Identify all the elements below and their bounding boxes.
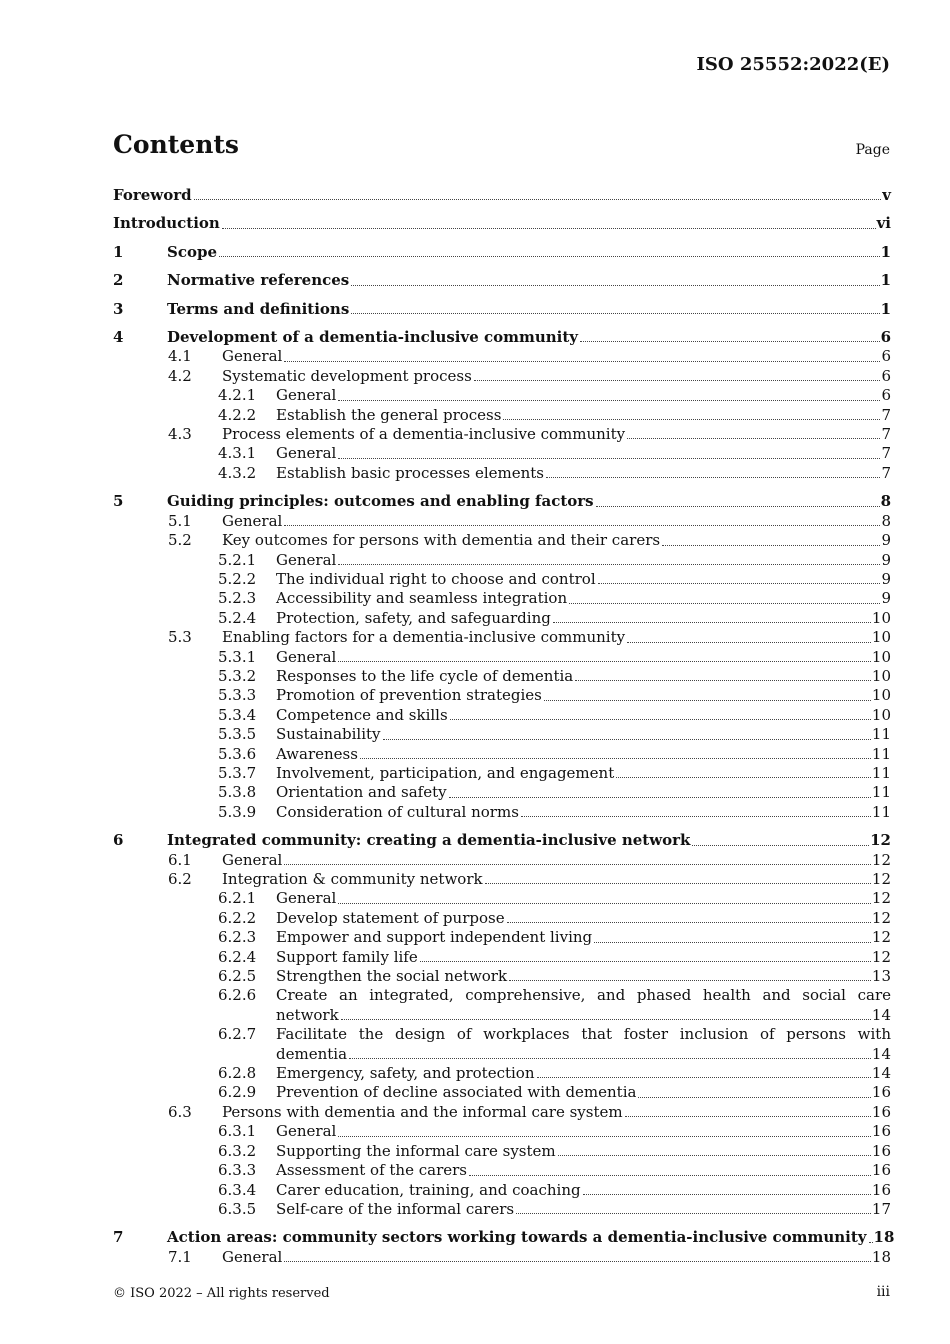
toc-entry[interactable] [113,406,891,425]
toc-entry-title: Key outcomes for persons with dementia and their carers [222,531,661,550]
toc-entry-page: 1 [880,242,891,261]
toc-entry-number: 6.2.2 [218,908,257,927]
toc-entry-page: 16 [871,1102,891,1121]
toc-entry-page: 1 [880,299,891,318]
toc-entry-page: 16 [871,1161,891,1180]
toc-entry-title: Empower and support independent living [276,928,593,947]
toc-entry-title: Support family life [276,947,418,966]
toc-entry-page: 6 [881,386,891,405]
toc-entry-page: 16 [871,1180,891,1199]
toc-entry[interactable] [113,851,891,870]
toc-entry-page: 7 [881,425,891,444]
toc-entry-number: 4.1 [168,347,192,366]
toc-entry-number: 5.2.3 [218,589,257,608]
toc-entry[interactable] [113,1248,891,1267]
toc-entry-page: 9 [881,589,891,608]
toc-entry-title: Normative references [167,271,350,290]
contents-heading: Contents [113,130,240,159]
toc-entry-number: 5.3.7 [218,763,257,782]
toc-entry-page: 8 [881,511,891,530]
toc-entry-title: Development of a dementia-inclusive community [167,328,579,347]
toc-entry-number: 5.3.9 [218,802,257,821]
toc-entry-number: 6.3.3 [218,1161,257,1180]
toc-entry[interactable] [113,1142,891,1161]
toc-entry[interactable] [113,909,891,928]
toc-entry-page: 7 [881,463,891,482]
dot-leader [553,622,871,623]
dot-leader [474,380,881,381]
toc-entry-title: Integrated community: creating a dementia-inclusive network [167,831,691,850]
toc-entry-number: 5.2 [168,531,192,550]
toc-entry-title: Orientation and safety [276,783,447,802]
dot-leader [594,942,871,943]
toc-entry[interactable] [113,1103,891,1122]
toc-entry-number: 5.3.2 [218,666,257,685]
toc-entry-number: 4.2.1 [218,386,257,405]
toc-entry-page: 14 [871,1044,891,1063]
dot-leader [583,1194,871,1195]
toc-entry-page: 11 [871,744,891,763]
dot-leader [284,525,880,526]
toc-entry-number: 6.3.4 [218,1180,257,1199]
dot-leader [450,719,871,720]
toc-entry-title: Create an integrated, comprehensive, and phased health and social care [276,986,891,1005]
toc-entry[interactable] [113,667,891,686]
toc-entry-page: 18 [873,1228,895,1247]
dot-leader [338,458,880,459]
toc-entry[interactable] [113,870,891,889]
toc-entry[interactable] [113,425,891,444]
toc-entry-page: 12 [871,870,891,888]
toc-entry-page: 7 [881,444,891,463]
dot-leader [420,961,871,962]
toc-entry-number: 4.2 [168,366,192,385]
toc-entry-title: Process elements of a dementia-inclusive community [222,425,626,444]
toc-entry-number: 4.3.1 [218,444,257,463]
toc-entry-title: Promotion of prevention strategies [276,686,542,705]
toc-entry[interactable] [113,948,891,967]
toc-entry[interactable] [113,492,891,511]
toc-entry-page: 16 [871,1083,891,1102]
dot-leader [521,816,871,817]
toc-entry-title: Scope [167,242,218,261]
toc-entry[interactable] [113,803,891,822]
dot-leader [338,661,871,662]
toc-entry-page: v [882,186,891,204]
toc-entry-number: 6.2 [168,870,192,888]
toc-entry-page: 11 [871,783,891,802]
toc-entry-title: Action areas: community sectors working towards a dementia-inclusive community [167,1228,867,1247]
dot-leader [338,1136,871,1137]
toc-entry-number: 5.3.5 [218,725,257,744]
toc-entry-page: 6 [881,366,891,385]
toc-entry-number: 5.2.4 [218,608,257,627]
toc-entry-title: Self-care of the informal carers [276,1199,515,1218]
toc-entry-title: General [222,1247,283,1266]
toc-entry[interactable] [113,464,891,483]
toc-entry[interactable] [113,328,891,347]
toc-entry-page: 9 [881,569,891,588]
toc-entry-page: 10 [871,647,891,666]
toc-entry[interactable] [113,300,891,319]
toc-entry-page: 10 [871,628,891,647]
toc-entry-page: 12 [871,889,891,908]
toc-entry-title: Establish the general process [276,405,502,424]
toc-entry-title: Consideration of cultural norms [276,802,519,821]
dot-leader [485,883,871,884]
toc-entry-title: General [222,511,283,530]
toc-entry[interactable] [113,967,891,986]
dot-leader [575,680,871,681]
toc-entry-page: 18 [871,1247,891,1266]
dot-leader [580,341,880,342]
toc-entry-number: 1 [113,242,124,261]
dot-leader [219,256,880,257]
toc-entry-page: 14 [871,1005,891,1024]
toc-entry[interactable] [113,831,891,850]
toc-entry-page: 11 [871,725,891,744]
toc-entry-page: 16 [871,1141,891,1160]
document-id: ISO 25552:2022(E) [696,54,890,75]
toc-entry-number: 5.2.1 [218,550,257,569]
toc-entry[interactable] [113,686,891,705]
toc-entry[interactable] [113,745,891,764]
toc-entry-number: 5.3 [168,628,192,647]
toc-entry[interactable] [113,271,891,290]
toc-entry-title: Terms and definitions [167,299,350,318]
toc-entry[interactable] [113,186,891,205]
toc-entry[interactable] [113,1025,891,1064]
dot-leader [351,285,879,286]
toc-entry[interactable] [113,764,891,783]
toc-entry[interactable] [113,347,891,366]
toc-entry-page: 11 [871,763,891,782]
dot-leader [284,864,871,865]
toc-entry-page: 10 [871,608,891,627]
toc-entry[interactable] [113,628,891,647]
toc-entry-page: 12 [871,947,891,966]
toc-entry-page: 16 [871,1122,891,1141]
dot-leader [596,506,880,507]
toc-entry[interactable] [113,1228,895,1247]
toc-entry[interactable] [113,706,891,725]
toc-entry-page: 12 [871,850,891,869]
toc-entry-title: Sustainability [276,725,381,744]
toc-entry-page: 11 [871,802,891,821]
toc-entry[interactable] [113,1161,891,1180]
toc-entry-title: General [276,386,337,405]
toc-entry-number: 4.2.2 [218,405,257,424]
dot-leader [341,1019,871,1020]
toc-entry-title: General [222,347,283,366]
toc-entry-number: 6.3.1 [218,1122,257,1141]
toc-entry-number: 6.2.7 [218,1025,257,1044]
toc-entry-title: Accessibility and seamless integration [276,589,568,608]
toc-entry[interactable] [113,243,891,262]
dot-leader [507,922,871,923]
toc-entry[interactable] [113,648,891,667]
toc-entry[interactable] [113,1122,891,1141]
toc-entry[interactable] [113,609,891,628]
toc-entry-number: 6.2.9 [218,1083,257,1102]
toc-entry-number: 5.3.6 [218,744,257,763]
toc-entry-page: 12 [871,908,891,927]
dot-leader [222,228,876,229]
toc-entry[interactable] [113,889,891,908]
toc-entry-title: Involvement, participation, and engagement [276,763,615,782]
toc-entry-title: Protection, safety, and safeguarding [276,608,551,627]
toc-entry-number: 2 [113,271,124,290]
toc-entry-title: Prevention of decline associated with dementia [276,1083,637,1102]
toc-entry-number: 5.3.8 [218,783,257,802]
toc-entry-title: Persons with dementia and the informal care system [222,1102,623,1121]
toc-entry-number: 5.1 [168,511,192,530]
dot-leader [544,700,871,701]
toc-entry-page: 10 [871,686,891,705]
dot-leader [338,400,880,401]
dot-leader [662,545,880,546]
dot-leader [284,1261,871,1262]
toc-entry-number: 5.3.4 [218,705,257,724]
toc-entry-number: 6.2.4 [218,947,257,966]
toc-entry-page: 12 [870,831,891,850]
toc-entry-title: Systematic development process [222,366,472,385]
toc-entry[interactable] [113,928,891,947]
toc-entry[interactable] [113,367,891,386]
toc-entry-page: 7 [881,405,891,424]
toc-entry-title: The individual right to choose and control [276,569,596,588]
dot-leader [598,583,881,584]
toc-entry-page: vi [876,214,891,233]
toc-entry-number: 6.2.1 [218,889,257,908]
toc-entry[interactable] [113,214,891,233]
page-column-label: Page [855,142,890,158]
toc-entry-number: 6.2.3 [218,928,257,947]
toc-entry-page: 13 [871,967,891,986]
toc-entry-number: 6 [113,831,124,850]
toc-entry[interactable] [113,512,891,531]
toc-entry-number: 5.3.3 [218,686,257,705]
dot-leader [360,758,871,759]
toc-entry-title: General [276,1122,337,1141]
toc-entry-page: 14 [871,1064,891,1083]
toc-entry-number: 7.1 [168,1247,192,1266]
toc-entry-title: Facilitate the design of workplaces that foster inclusion of persons with [276,1025,891,1044]
toc-entry-number: 5.2.2 [218,569,257,588]
toc-entry[interactable] [113,1200,891,1219]
dot-leader [284,361,880,362]
toc-entry-title: Introduction [113,214,220,233]
toc-entry-number: 4.3 [168,425,192,444]
toc-entry-number: 3 [113,299,124,318]
dot-leader [546,477,880,478]
toc-entry-title: General [276,444,337,463]
toc-entry-title: Competence and skills [276,705,448,724]
toc-entry-page: 10 [871,666,891,685]
dot-leader [509,980,871,981]
toc-entry[interactable] [113,589,891,608]
dot-leader [351,313,879,314]
toc-entry-page: 17 [871,1199,891,1218]
dot-leader [338,903,871,904]
dot-leader [627,438,880,439]
toc-entry-title: Establish basic processes elements [276,463,545,482]
toc-entry[interactable] [113,986,891,1025]
dot-leader [869,1242,873,1243]
toc-entry-page: 8 [880,492,891,511]
toc-entry-title: Supporting the informal care system [276,1141,556,1160]
toc-entry-title: Emergency, safety, and protection [276,1064,535,1083]
toc-entry-title: Guiding principles: outcomes and enabling factors [167,492,594,511]
toc-entry-number: 5 [113,492,124,511]
toc-entry-title: Integration & community network [222,870,483,888]
toc-entry-title: General [276,647,337,666]
toc-entry-number: 6.1 [168,850,192,869]
toc-entry[interactable] [113,551,891,570]
table-of-contents [113,186,895,1267]
toc-entry-number: 6.3.5 [218,1199,257,1218]
dot-leader [516,1213,871,1214]
toc-entry-title: General [276,889,337,908]
dot-leader [469,1175,871,1176]
toc-entry[interactable] [113,444,891,463]
toc-entry-number: 7 [113,1228,124,1247]
toc-entry-title: Awareness [276,744,358,763]
dot-leader [569,603,880,604]
toc-entry[interactable] [113,783,891,802]
toc-entry-number: 6.2.6 [218,986,257,1005]
dot-leader [625,1116,871,1117]
dot-leader [449,797,871,798]
toc-entry-number: 6.3 [168,1102,192,1121]
toc-entry-page: 9 [881,550,891,569]
toc-entry-number: 6.2.8 [218,1064,257,1083]
dot-leader [383,739,871,740]
dot-leader [349,1058,871,1059]
toc-entry-number: 4 [113,328,124,347]
dot-leader [616,777,871,778]
toc-entry-title: General [222,850,283,869]
dot-leader [558,1155,871,1156]
toc-entry-title: Responses to the life cycle of dementia [276,666,574,685]
toc-entry-number: 4.3.2 [218,463,257,482]
toc-entry-title: Develop statement of purpose [276,908,505,927]
dot-leader [638,1097,870,1098]
dot-leader [338,564,880,565]
toc-entry[interactable] [113,570,891,589]
toc-entry-title: dementia [276,1044,348,1063]
toc-entry-title: Foreword [113,186,192,204]
toc-entry-page: 1 [880,271,891,290]
toc-entry-page: 12 [871,928,891,947]
toc-entry-page: 6 [881,347,891,366]
toc-entry[interactable] [113,1181,891,1200]
toc-entry-title: Assessment of the carers [276,1161,468,1180]
toc-entry-page: 9 [881,531,891,550]
dot-leader [503,419,880,420]
toc-entry[interactable] [113,531,891,550]
page-number: iii [876,1284,890,1300]
dot-leader [537,1077,871,1078]
toc-entry-page: 6 [880,328,891,347]
dot-leader [627,642,871,643]
toc-entry-title: network [276,1005,339,1024]
toc-entry-page: 10 [871,705,891,724]
toc-entry-title: Carer education, training, and coaching [276,1180,581,1199]
toc-entry-title: Enabling factors for a dementia-inclusive community [222,628,626,647]
toc-entry-number: 6.3.2 [218,1141,257,1160]
toc-entry[interactable] [113,1083,891,1102]
toc-entry-number: 5.3.1 [218,647,257,666]
dot-leader [194,199,882,200]
toc-entry[interactable] [113,725,891,744]
toc-entry-number: 6.2.5 [218,967,257,986]
dot-leader [692,845,869,846]
toc-entry-title: General [276,550,337,569]
copyright-notice: © ISO 2022 – All rights reserved [113,1286,330,1301]
toc-entry[interactable] [113,386,891,405]
toc-entry[interactable] [113,1064,891,1083]
toc-entry-title: Strengthen the social network [276,967,508,986]
